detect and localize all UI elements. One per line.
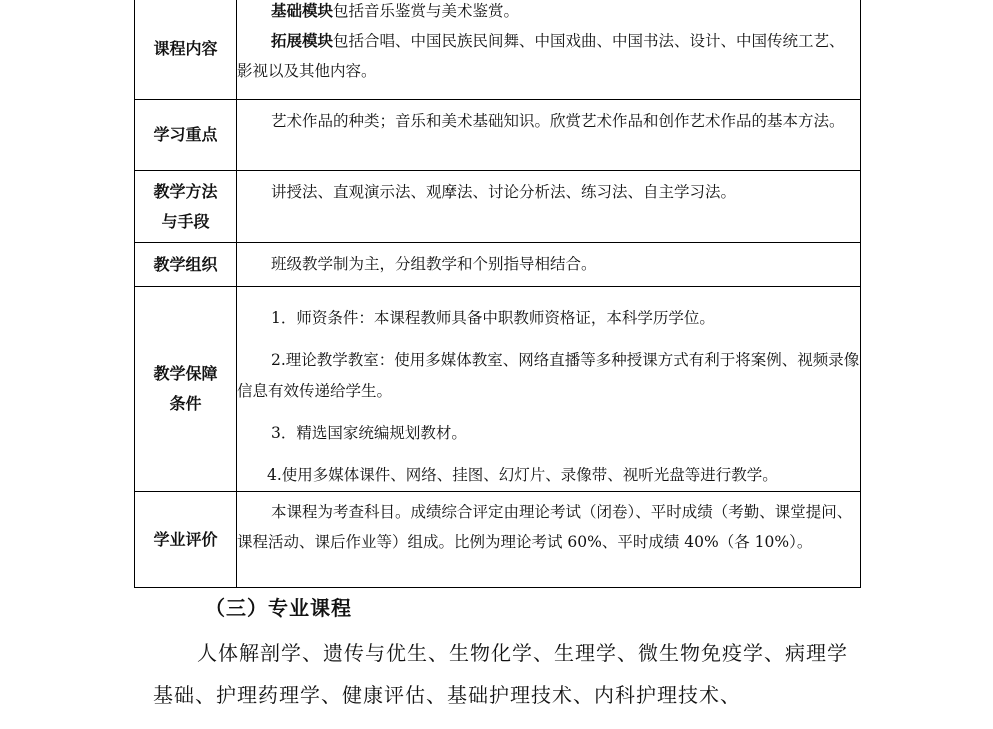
module-text: 包括音乐鉴赏与美术鉴赏。 (333, 2, 520, 20)
row-label-line: 教学保障 (153, 364, 218, 383)
content-paragraph (237, 26, 860, 86)
row-content (237, 243, 861, 287)
row-label-text: 课程内容 (153, 39, 218, 58)
row-content (237, 100, 861, 171)
content-paragraph: 3．精选国家统编规划教材。 (271, 424, 467, 442)
content-paragraph: 2.理论教学教室：使用多媒体教室、网络直播等多种授课方式有利于将案例、视频录像信息有效传递给学生。 (237, 351, 860, 400)
row-label (135, 0, 237, 100)
content-paragraph: 本课程为考查科目。成绩综合评定由理论考试（闭卷）、平时成绩（考勤、课堂提问、课程活动、课后作业等）组成。比例为理论考试 60%、平时成绩 40%（各 10%）。 (237, 503, 853, 551)
row-label-text: 学习重点 (153, 125, 218, 144)
module-lead: 拓展模块 (271, 32, 334, 50)
row-label-line: 与手段 (161, 211, 210, 231)
row-label (135, 287, 237, 492)
row-label (135, 243, 237, 287)
section-body-text: 人体解剖学、遗传与优生、生物化学、生理学、微生物免疫学、病理学基础、护理药理学、健康评估、基础护理技术、内科护理技术、 (153, 641, 848, 707)
row-label (135, 171, 237, 243)
table-row-assessment (135, 492, 861, 588)
content-paragraph: 班级教学制为主，分组教学和个别指导相结合。 (271, 255, 597, 273)
row-label-text: 学业评价 (153, 529, 218, 549)
row-content (237, 287, 861, 492)
table-row-teaching-organization (135, 243, 861, 287)
table-row-support-conditions (135, 287, 861, 492)
row-label-line: 条件 (169, 394, 202, 413)
row-label (135, 100, 237, 171)
content-paragraph (237, 0, 860, 26)
table-row-key-points (135, 100, 861, 171)
section-heading: （三）专业课程 (205, 596, 352, 620)
module-text: 包括合唱、中国民族民间舞、中国戏曲、中国书法、设计、中国传统工艺、影视以及其他内容。 (237, 32, 845, 80)
content-paragraph: 讲授法、直观演示法、观摩法、讨论分析法、练习法、自主学习法。 (271, 183, 737, 201)
content-paragraph: 4.使用多媒体课件、网络、挂图、幻灯片、录像带、视听光盘等进行教学。 (267, 466, 778, 484)
table-row-course-content (135, 0, 861, 100)
module-lead: 基础模块 (271, 2, 334, 20)
row-content (237, 171, 861, 243)
row-label (135, 492, 237, 588)
row-label-line: 教学方法 (153, 181, 218, 201)
row-label-text: 教学组织 (153, 254, 218, 274)
content-paragraph: 艺术作品的种类；音乐和美术基础知识。欣赏艺术作品和创作艺术作品的基本方法。 (271, 112, 845, 130)
row-content (237, 492, 861, 588)
content-paragraph: 1．师资条件：本课程教师具备中职教师资格证，本科学历学位。 (271, 309, 715, 327)
row-content (237, 0, 861, 100)
course-info-table (134, 0, 861, 588)
table-row-teaching-methods (135, 171, 861, 243)
